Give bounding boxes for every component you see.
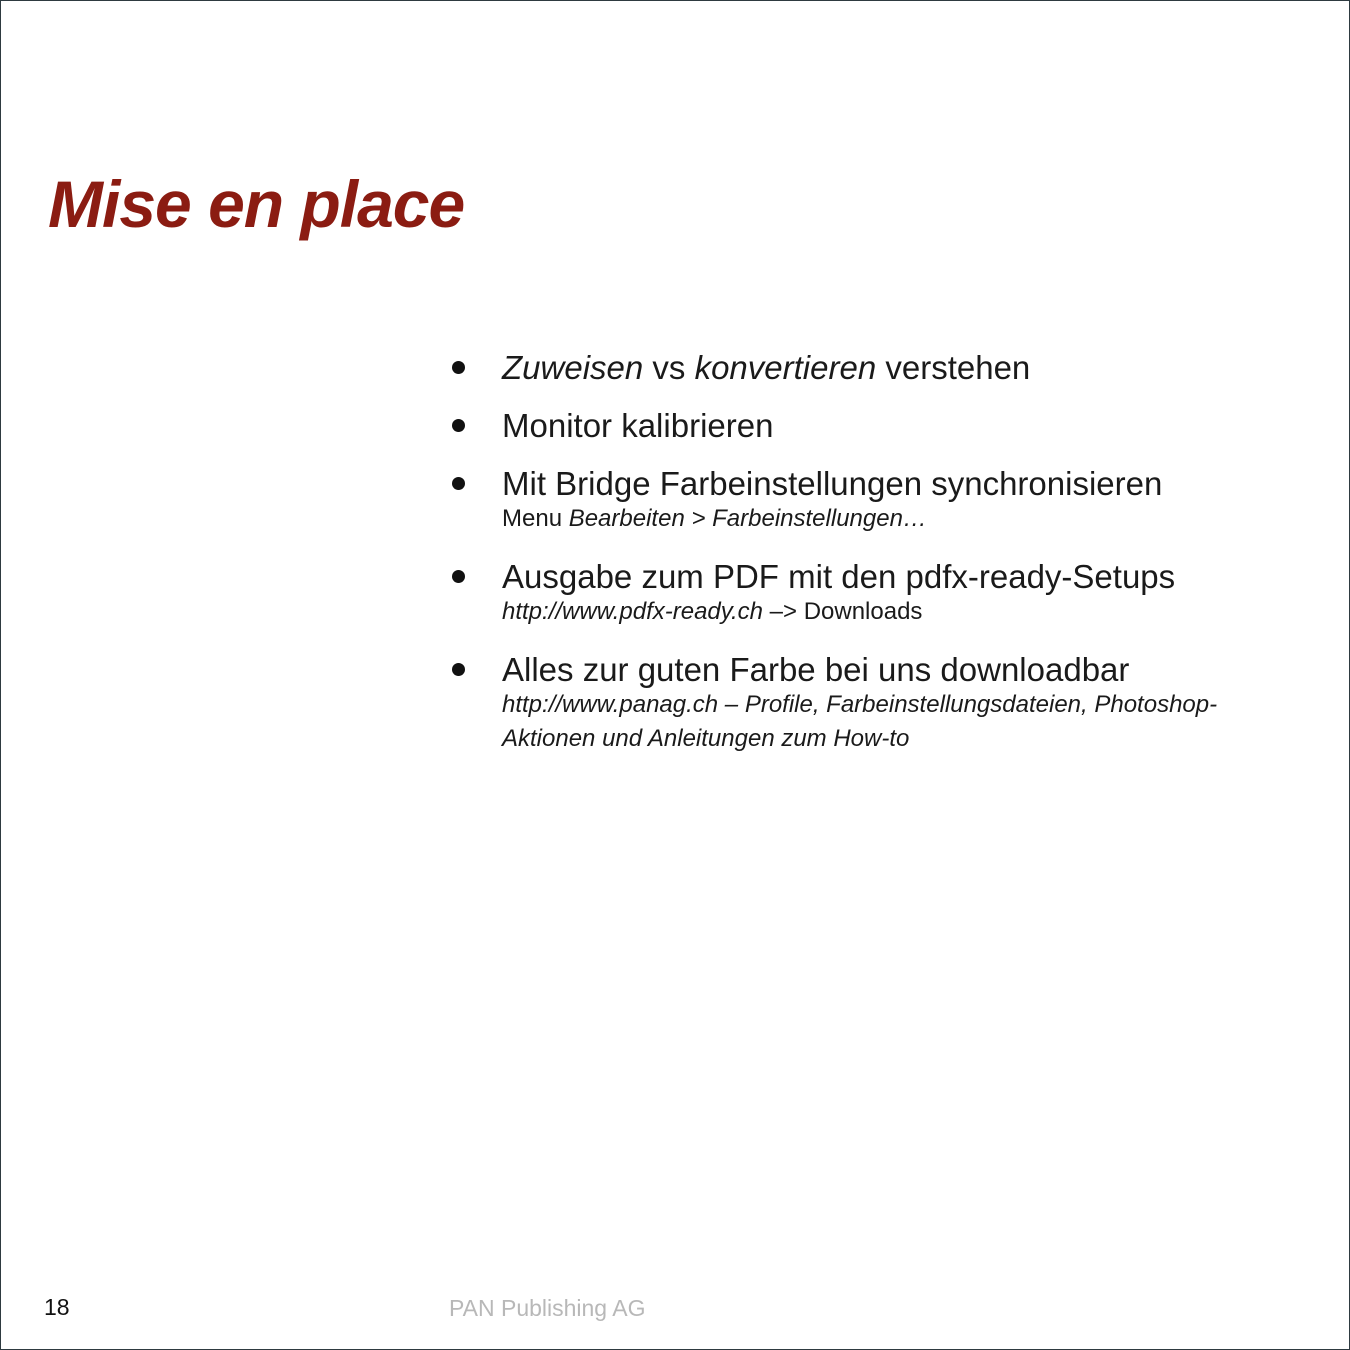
- list-item: [448, 402, 1308, 460]
- bullet-dot-icon: [452, 477, 465, 490]
- bullet-text-segment: konvertieren: [694, 349, 877, 386]
- bullet-main-text: Mit Bridge Farbeinstellungen synchronisieren: [502, 465, 1163, 502]
- bullet-sub-text: http://www.panag.ch – Profile, Farbeinstellungsdateien, Photoshop-Aktionen und Anleitungen zum How-to: [502, 691, 1218, 752]
- bullet-list: [448, 344, 1308, 756]
- list-item: [448, 460, 1308, 553]
- bullet-sub-text: [502, 502, 1308, 536]
- bullet-dot-icon: [452, 361, 465, 374]
- footer-publisher: PAN Publishing AG: [449, 1295, 646, 1321]
- bullet-text-segment: vs: [643, 349, 695, 386]
- bullet-main-text: Ausgabe zum PDF mit den pdfx-ready-Setups: [502, 558, 1176, 595]
- bullet-main-text: Alles zur guten Farbe bei uns downloadbar: [502, 651, 1130, 688]
- bullet-main-text: [502, 344, 1308, 392]
- page-title: Mise en place: [48, 167, 465, 241]
- bullet-dot-icon: [452, 570, 465, 583]
- bullet-sub-text: [502, 595, 1308, 629]
- bullet-text-segment: Menu: [502, 505, 569, 532]
- page-number: 18: [44, 1294, 70, 1320]
- bullet-text-segment: Zuweisen: [502, 349, 644, 386]
- list-item: [448, 553, 1308, 646]
- link-text: http://www.pdfx-ready.ch: [502, 598, 763, 625]
- list-item: [448, 344, 1308, 402]
- bullet-dot-icon: [452, 419, 465, 432]
- bullet-text-segment: –> Downloads: [763, 598, 923, 625]
- bullet-text-segment: Bearbeiten > Farbeinstellungen…: [568, 505, 927, 532]
- bullet-main-text: Monitor kalibrieren: [502, 407, 774, 444]
- bullet-dot-icon: [452, 663, 465, 676]
- bullet-text-segment: verstehen: [876, 349, 1031, 386]
- list-item: [448, 646, 1308, 756]
